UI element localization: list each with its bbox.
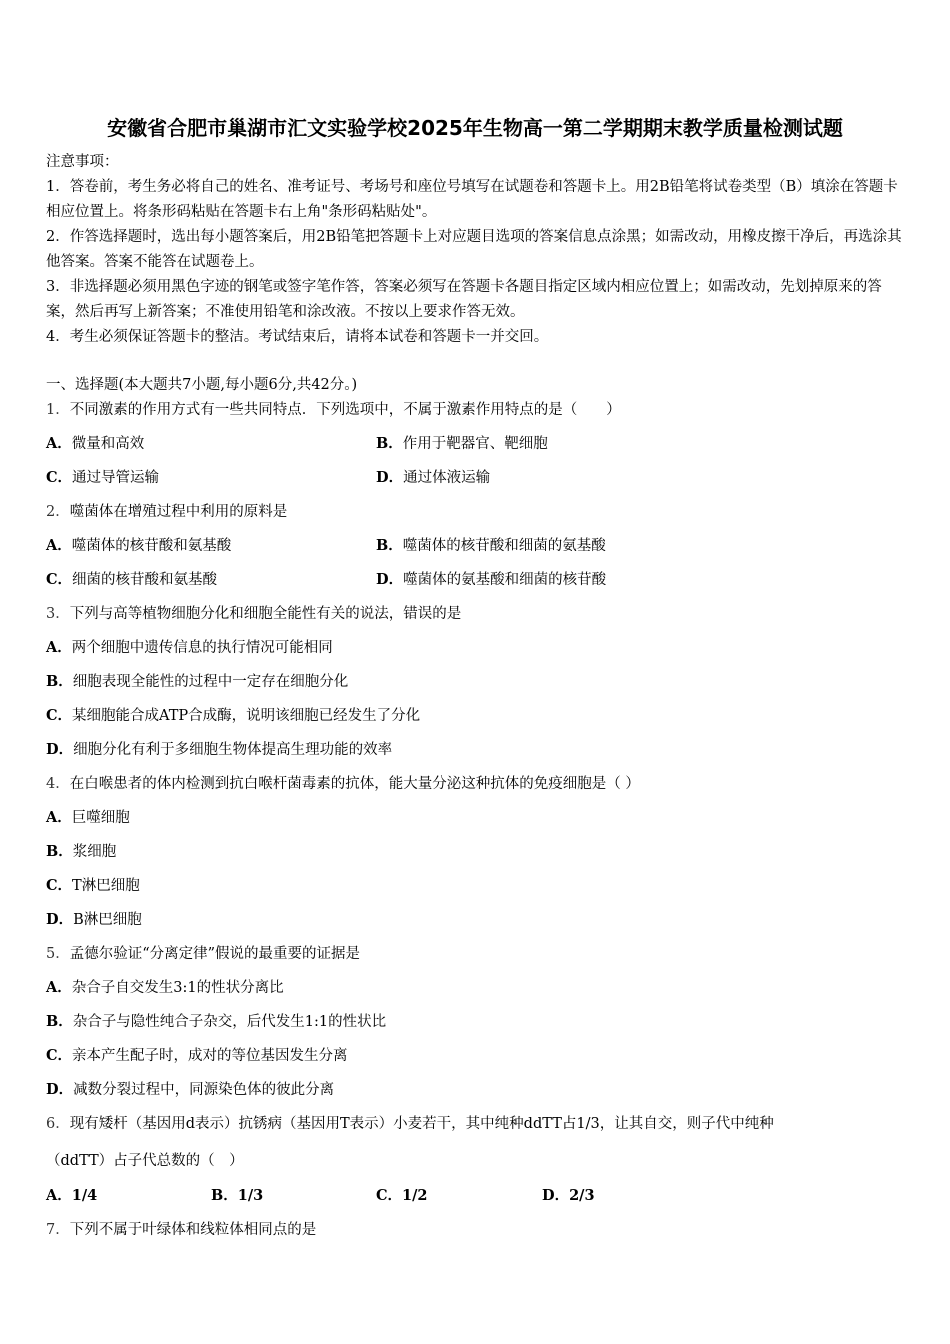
q4-option-d: D．B淋巴细胞 bbox=[46, 911, 142, 928]
q2-option-d: D．噬菌体的氨基酸和细菌的核苷酸 bbox=[376, 571, 607, 588]
question-number: 2． bbox=[46, 504, 70, 520]
question-text: 在白喉患者的体内检测到抗白喉杆菌毒素的抗体，能大量分泌这种抗体的免疫细胞是（ ） bbox=[69, 776, 640, 792]
question-text: 下列与高等植物细胞分化和细胞全能性有关的说法，错误的是 bbox=[69, 606, 462, 622]
q4-option-c: C．T淋巴细胞 bbox=[46, 877, 140, 894]
q2-option-a: A．噬菌体的核苷酸和氨基酸 bbox=[46, 537, 232, 554]
question-number: 7． bbox=[46, 1222, 70, 1238]
page-title: 安徽省合肥市巢湖市汇文实验学校2025年生物高一第二学期期末教学质量检测试题 bbox=[107, 116, 843, 140]
q2-option-b: B．噬菌体的核苷酸和细菌的氨基酸 bbox=[376, 537, 606, 554]
note-item: 3．非选择题必须用黑色字迹的钢笔或签字笔作答，答案必须写在答题卡各题目指定区域内相应位置上；如需改动，先划掉原来的答案，然后再写上新答案；不准使用铅笔和涂改液。不按以上要求作答无效。 bbox=[46, 279, 882, 320]
q1-option-a: A．微量和高效 bbox=[46, 435, 145, 452]
q4-option-b: B．浆细胞 bbox=[46, 843, 117, 860]
q4-option-a: A．巨噬细胞 bbox=[46, 809, 130, 826]
q1-option-d: D．通过体液运输 bbox=[376, 469, 491, 486]
q6-option-a: A．1/4 bbox=[46, 1187, 98, 1204]
q1-option-c: C．通过导管运输 bbox=[46, 469, 160, 486]
note-item: 4．考生必须保证答题卡的整洁。考试结束后，请将本试卷和答题卡一并交回。 bbox=[46, 329, 549, 345]
question-text: 下列不属于叶绿体和线粒体相同点的是 bbox=[69, 1222, 317, 1238]
q6-option-d: D．2/3 bbox=[542, 1187, 595, 1204]
question-7 bbox=[46, 1220, 316, 1240]
question-text: 不同激素的作用方式有一些共同特点．下列选项中，不属于激素作用特点的是（ ） bbox=[69, 402, 621, 418]
question-1 bbox=[46, 400, 621, 420]
q5-option-c: C．亲本产生配子时，成对的等位基因发生分离 bbox=[46, 1047, 348, 1064]
q2-option-c: C．细菌的核苷酸和氨基酸 bbox=[46, 571, 218, 588]
question-text: 现有矮杆（基因用d表示）抗锈病（基因用T表示）小麦若干，其中纯种ddTT占1/3，让其自交，则子代中纯种 bbox=[69, 1116, 774, 1132]
notes-heading: 注意事项： bbox=[46, 154, 119, 170]
question-3 bbox=[46, 604, 461, 624]
notes-block bbox=[46, 150, 906, 350]
q6-option-b: B．1/3 bbox=[211, 1187, 264, 1204]
q5-option-b: B．杂合子与隐性纯合子杂交，后代发生1:1的性状比 bbox=[46, 1013, 387, 1030]
question-number: 6． bbox=[46, 1116, 70, 1132]
q5-option-d: D．减数分裂过程中，同源染色体的彼此分离 bbox=[46, 1081, 335, 1098]
question-number: 4． bbox=[46, 776, 70, 792]
question-number: 5． bbox=[46, 946, 70, 962]
question-4 bbox=[46, 774, 640, 794]
q3-option-c: C．某细胞能合成ATP合成酶，说明该细胞已经发生了分化 bbox=[46, 707, 421, 724]
question-6 bbox=[46, 1114, 774, 1134]
note-item: 1．答卷前，考生务必将自己的姓名、准考证号、考场号和座位号填写在试题卷和答题卡上。用2B铅笔将试卷类型（B）填涂在答题卡相应位置上。将条形码粘贴在答题卡右上角"条形码粘贴处"。 bbox=[46, 179, 898, 220]
q3-option-b: B．细胞表现全能性的过程中一定存在细胞分化 bbox=[46, 673, 349, 690]
q1-option-b: B．作用于靶器官、靶细胞 bbox=[376, 435, 548, 452]
question-number: 3． bbox=[46, 606, 70, 622]
q5-option-a: A．杂合子自交发生3:1的性状分离比 bbox=[46, 979, 284, 996]
q3-option-d: D．细胞分化有利于多细胞生物体提高生理功能的效率 bbox=[46, 741, 393, 758]
question-2 bbox=[46, 502, 287, 522]
question-text: 孟德尔验证“分离定律”假说的最重要的证据是 bbox=[69, 946, 361, 962]
question-5 bbox=[46, 944, 360, 964]
section-heading: 一、选择题(本大题共7小题,每小题6分,共42分。) bbox=[46, 377, 358, 393]
note-item: 2．作答选择题时，选出每小题答案后，用2B铅笔把答题卡上对应题目选项的答案信息点涂黑；如需改动，用橡皮擦干净后，再选涂其他答案。答案不能答在试题卷上。 bbox=[46, 229, 902, 270]
q3-option-a: A．两个细胞中遗传信息的执行情况可能相同 bbox=[46, 639, 333, 656]
question-text: 噬菌体在增殖过程中利用的原料是 bbox=[69, 504, 288, 520]
question-6-continuation: （ddTT）占子代总数的（ ） bbox=[46, 1153, 244, 1169]
question-number: 1． bbox=[46, 402, 70, 418]
q6-option-c: C．1/2 bbox=[376, 1187, 428, 1204]
